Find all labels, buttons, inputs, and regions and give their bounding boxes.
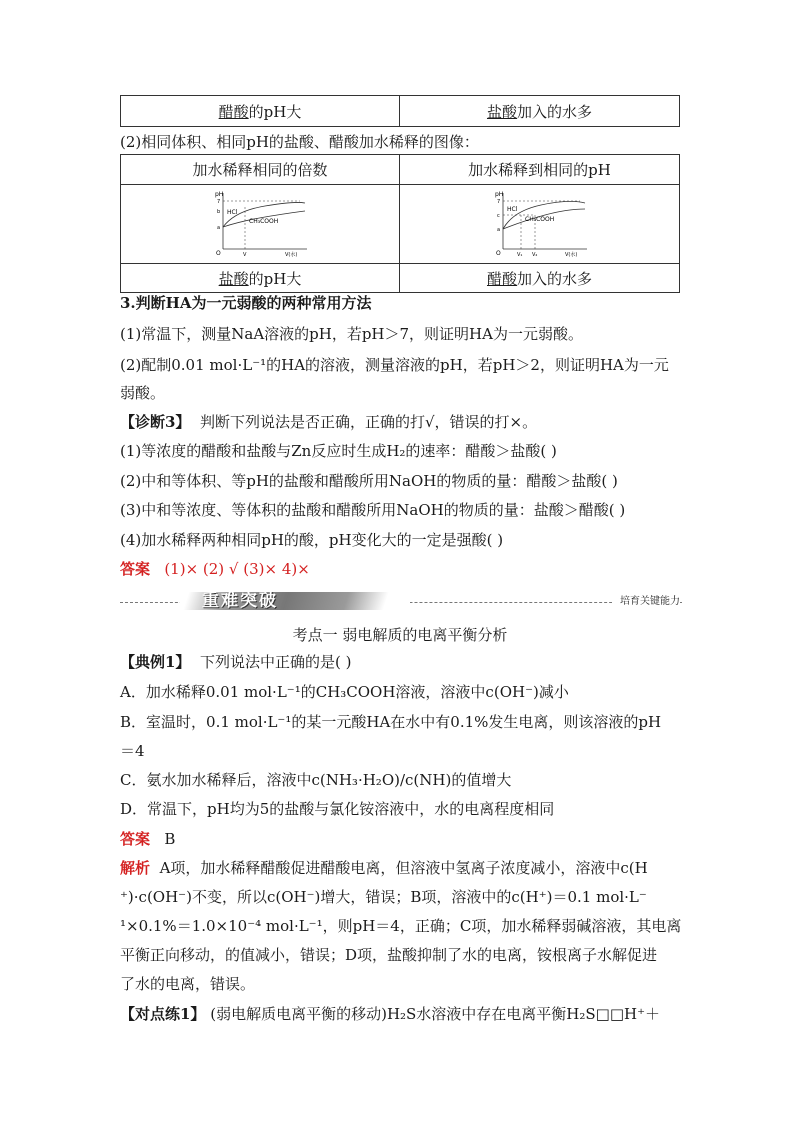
graph-left-ytick-a: a — [217, 225, 221, 231]
graph-header-left: 加水稀释相同的倍数 — [121, 155, 400, 185]
more-water-text: 加入的水多 — [517, 102, 593, 121]
example-answer — [120, 829, 175, 849]
practice-line — [120, 1004, 660, 1024]
diagnosis-item-1: (1)等浓度的醋酸和盐酸与Zn反应时生成H₂的速率：醋酸＞盐酸( ) — [120, 442, 557, 460]
graph-left-xtick: V — [243, 252, 247, 257]
diagnosis-item-4: (4)加水稀释两种相同pH的酸，pH变化大的一定是强酸( ) — [120, 531, 504, 549]
section3-line1: (1)常温下，测量NaA溶液的pH，若pH＞7，则证明HA为一元弱酸。 — [120, 325, 583, 343]
graph-bottom-right — [400, 264, 680, 293]
analysis-line-3: ¹×0.1%＝1.0×10⁻⁴ mol·L⁻¹，则pH＝4，正确；C项，加水稀释弱碱溶液，其电离 — [120, 917, 682, 935]
graph-left-xlabel: V(水) — [285, 252, 298, 257]
graph-right-ytick-c: c — [496, 213, 500, 219]
analysis-line-2: ⁺)·c(OH⁻)不变，所以c(OH⁻)增大，错误；B项，溶液中的c(H⁺)＝0.1 mol·L⁻ — [120, 888, 647, 906]
section-banner — [120, 590, 682, 614]
top-table-left-cell — [121, 96, 400, 127]
dilution-same-ph-graph — [485, 187, 595, 257]
section3-title: 3.判断HA为一元弱酸的两种常用方法 — [120, 294, 372, 312]
more-water-text: 加入的水多 — [517, 269, 593, 288]
diagnosis-answer — [120, 559, 310, 579]
example-question: 下列说法中正确的是( ) — [199, 653, 352, 671]
analysis-line-5: 了水的电离，错误。 — [120, 975, 256, 993]
answer-text: B — [164, 830, 176, 848]
diagnosis-prompt: 判断下列说法是否正确，正确的打√，错误的打×。 — [199, 413, 538, 431]
answer-label: 答案 — [120, 830, 151, 848]
dilution-graph-table — [120, 154, 680, 293]
acetic-acid-label: 醋酸 — [218, 102, 249, 121]
option-d: D．常温下，pH均为5的盐酸与氯化铵溶液中，水的电离程度相同 — [120, 800, 555, 818]
analysis-text: A项，加水稀释醋酸促进醋酸电离，但溶液中氢离子浓度减小，溶液中c(H — [159, 859, 648, 877]
graph-right-cell — [400, 185, 680, 264]
banner-title: 重难突破 — [202, 591, 278, 611]
graph-left-ytick-b: b — [217, 209, 221, 215]
graph-left-ylabel: pH — [215, 191, 224, 198]
graph-right-ylabel: pH — [494, 191, 503, 198]
graph-right-xtick-v2: V₂ — [531, 252, 537, 257]
diagnosis-item-3: (3)中和等浓度、等体积的盐酸和醋酸所用NaOH的物质的量：盐酸＞醋酸( ) — [120, 501, 626, 519]
section3-line2a: (2)配制0.01 mol·L⁻¹的HA的溶液，测量溶液的pH，若pH＞2，则证明HA为一元 — [120, 356, 669, 374]
option-b-line2: ＝4 — [120, 742, 145, 760]
example-tag: 【典例1】 — [120, 653, 191, 671]
graph-left-ytick-7: 7 — [217, 199, 221, 205]
graph-right-series-ch3cooh: CH₃COOH — [524, 216, 554, 223]
graph-right-series-hcl: HCl — [506, 206, 517, 213]
diagnosis-item-2: (2)中和等体积、等pH的盐酸和醋酸所用NaOH的物质的量：醋酸＞盐酸( ) — [120, 472, 618, 490]
graph-left-origin: O — [216, 250, 221, 257]
graph-right-ytick-a: a — [496, 227, 500, 233]
top-table-right-cell — [400, 96, 680, 127]
section3-line2b: 弱酸。 — [120, 384, 166, 402]
topic-heading: 考点一 弱电解质的电离平衡分析 — [292, 626, 508, 644]
analysis-line-1 — [120, 858, 648, 878]
acetic-acid-label: 醋酸 — [486, 269, 517, 288]
comparison-table-top — [120, 95, 680, 127]
analysis-line-4: 平衡正向移动，的值减小，错误；D项，盐酸抑制了水的电离，铵根离子水解促进 — [120, 946, 658, 964]
ph-larger-text: 的pH大 — [248, 269, 302, 288]
graph-left-series-hcl: HCl — [227, 209, 238, 216]
hydrochloric-acid-label: 盐酸 — [486, 102, 517, 121]
practice-text: (弱电解质电离平衡的移动)H₂S水溶液中存在电离平衡H₂S□□H⁺＋ — [210, 1005, 661, 1023]
section2-title: (2)相同体积、相同pH的盐酸、醋酸加水稀释的图像： — [120, 133, 479, 151]
practice-tag: 【对点练1】 — [120, 1005, 206, 1023]
graph-left-cell — [121, 185, 400, 264]
graph-right-xtick-v1: V₁ — [516, 252, 522, 257]
graph-right-origin: O — [495, 250, 501, 257]
dilution-same-ratio-graph — [205, 187, 315, 257]
option-a: A．加水稀释0.01 mol·L⁻¹的CH₃COOH溶液，溶液中c(OH⁻)减小 — [120, 683, 569, 701]
hydrochloric-acid-label: 盐酸 — [218, 269, 249, 288]
diagnosis-tag: 【诊断3】 — [120, 413, 191, 431]
analysis-label: 解析 — [120, 859, 151, 877]
graph-right-xlabel: V(水) — [564, 252, 577, 257]
banner-subtitle: 培育关键能力 — [612, 595, 680, 609]
answer-label: 答案 — [120, 560, 151, 578]
graph-header-right: 加水稀释到相同的pH — [400, 155, 680, 185]
option-c: C．氨水加水稀释后，溶液中c(NH₃·H₂O)/c(NH)的值增大 — [120, 771, 512, 789]
ph-larger-text: 的pH大 — [248, 102, 302, 121]
answer-text: (1)× (2) √ (3)× 4)× — [164, 560, 310, 578]
graph-right-ytick-7: 7 — [496, 199, 500, 205]
graph-bottom-left — [121, 264, 400, 293]
example-heading — [120, 652, 351, 672]
option-b-line1: B．室温时，0.1 mol·L⁻¹的某一元酸HA在水中有0.1%发生电离，则该溶液的pH — [120, 713, 662, 731]
graph-left-series-ch3cooh: CH₃COOH — [249, 218, 279, 225]
diagnosis-heading — [120, 412, 537, 432]
